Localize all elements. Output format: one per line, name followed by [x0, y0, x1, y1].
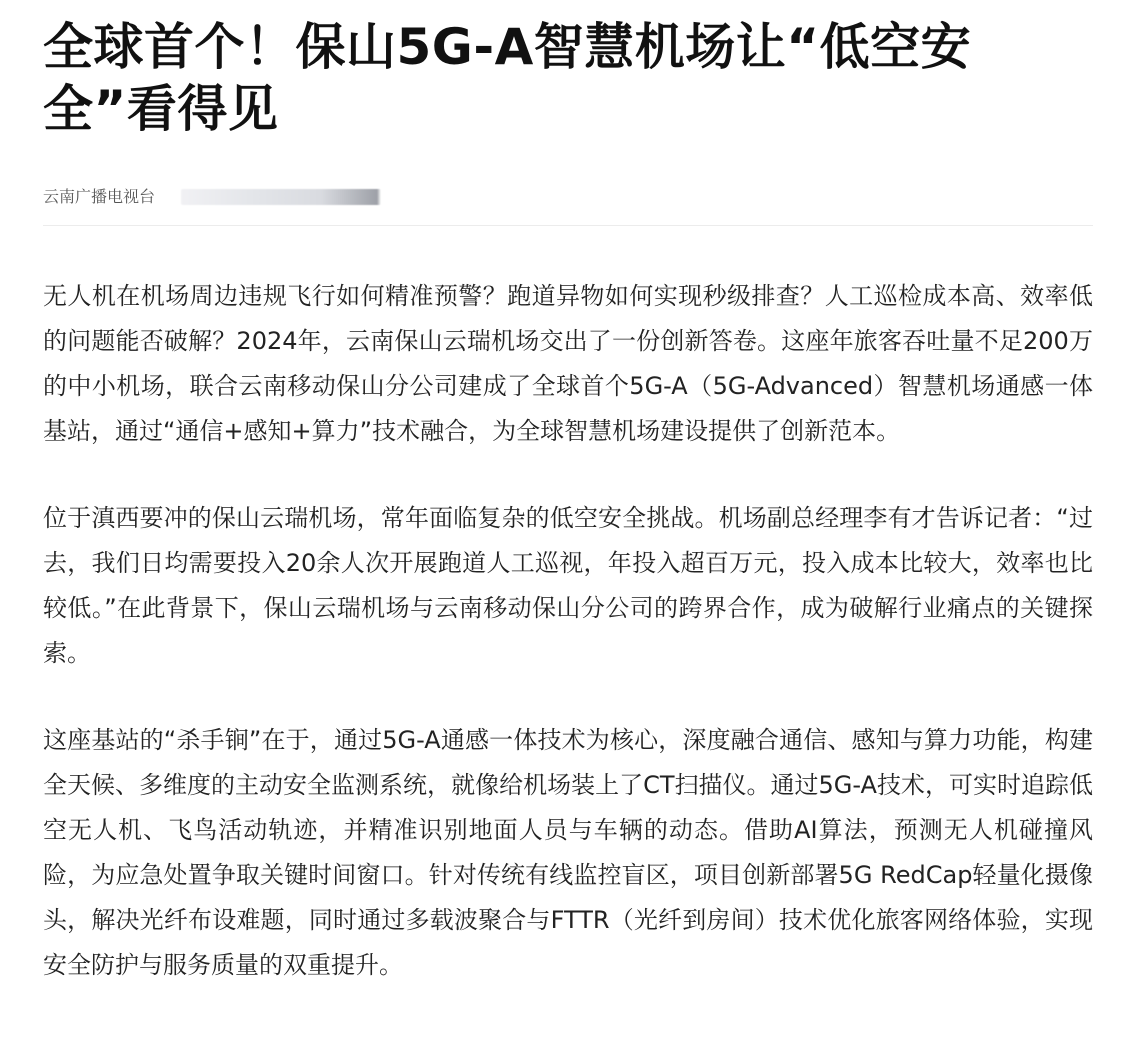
article — [43, 16, 1093, 1030]
article-paragraph: 无人机在机场周边违规飞行如何精准预警？跑道异物如何实现秒级排查？人工巡检成本高、效率低的问题能否破解？2024年，云南保山云瑞机场交出了一份创新答卷。这座年旅客吞吐量不足200万的中小机场，联合云南移动保山分公司建成了全球首个5G-A（5G-Advanced）智慧机场通感一体基站，通过“通信+感知+算力”技术融合，为全球智慧机场建设提供了创新范本。 — [43, 282, 1093, 445]
meta-divider — [43, 225, 1093, 226]
article-body — [43, 274, 1093, 988]
article-title: 全球首个！保山5G-A智慧机场让“低空安全”看得见 — [43, 18, 972, 138]
source-link[interactable]: 云南广播电视台 — [43, 187, 156, 206]
redacted-publish-date — [181, 189, 381, 205]
article-meta — [43, 184, 1093, 210]
article-paragraph: 位于滇西要冲的保山云瑞机场，常年面临复杂的低空安全挑战。机场副总经理李有才告诉记者：“过去，我们日均需要投入20余人次开展跑道人工巡视，年投入超百万元，投入成本比较大，效率也比较低。”在此背景下，保山云瑞机场与云南移动保山分公司的跨界合作，成为破解行业痛点的关键探索。 — [43, 504, 1093, 667]
article-paragraph: 这座基站的“杀手锏”在于，通过5G-A通感一体技术为核心，深度融合通信、感知与算力功能，构建全天候、多维度的主动安全监测系统，就像给机场装上了CT扫描仪。通过5G-A技术，可实时追踪低空无人机、飞鸟活动轨迹，并精准识别地面人员与车辆的动态。借助AI算法，预测无人机碰撞风险，为应急处置争取关键时间窗口。针对传统有线监控盲区，项目创新部署5G RedCap轻量化摄像头，解决光纤布设难题，同时通过多载波聚合与FTTR（光纤到房间）技术优化旅客网络体验，实现安全防护与服务质量的双重提升。 — [43, 726, 1093, 979]
